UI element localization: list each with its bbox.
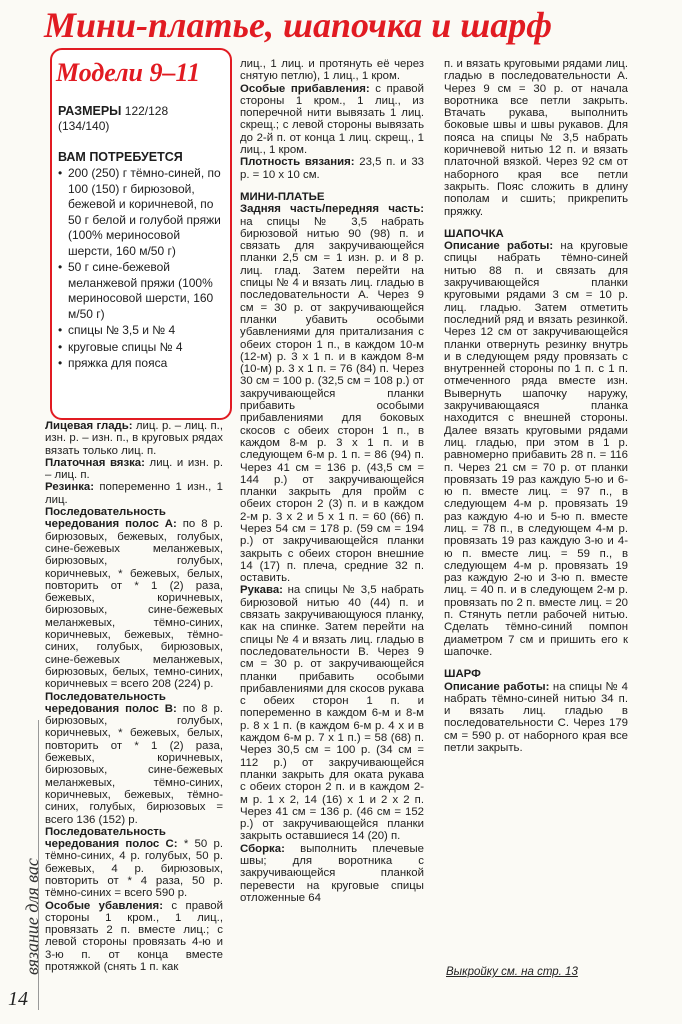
paragraph <box>45 826 223 900</box>
term: Описание работы: <box>444 240 554 253</box>
page-title: Мини-платье, шапочка и шарф <box>44 5 553 45</box>
column-1 <box>45 420 223 973</box>
term: Рукава: <box>240 584 283 597</box>
sizes-value-2: (134/140) <box>58 119 110 133</box>
sizes-value-1: 122/128 <box>124 104 169 118</box>
term: Плотность вязания: <box>240 156 355 169</box>
section-heading-scarf: ШАРФ <box>444 668 481 681</box>
materials-item: • 50 г сине-бежевой меланжевой пряжи (100% мериносовой шерсти, 160 м/50 г) <box>58 260 226 322</box>
materials-item: • спицы № 3,5 и № 4 <box>58 323 226 339</box>
text: с правой стороны 1 кром., 1 лиц., провязать 2 п. вместе лиц.; с левой стороны провязать 4-ю и 3-ю п. от конца вместе протяжкой (снять 1 п. как <box>45 899 223 974</box>
paragraph <box>240 83 424 157</box>
paragraph <box>45 506 223 690</box>
term: Лицевая гладь: <box>45 420 133 432</box>
materials-item: • круговые спицы № 4 <box>58 340 226 356</box>
column-3 <box>444 58 628 754</box>
paragraph <box>240 843 424 904</box>
section-heading-hat: ШАПОЧКА <box>444 227 504 240</box>
paragraph <box>45 457 223 482</box>
section-heading-dress: МИНИ-ПЛАТЬЕ <box>240 190 325 203</box>
text: на спицы № 4 набрать тёмно-синей нитью 34 п. и вязать лиц. гладью в последовательности С. Через 179 см = 590 р. от наборного края все петли закрыть. <box>444 680 628 755</box>
text: * 50 р. тёмно-синих, 4 р. голубых, 50 р. бежевых, 4 р. бирюзовых, повторить от * 4 раза, 50 р. тёмно-синих = всего 590 р. <box>45 838 223 900</box>
paragraph <box>45 420 223 457</box>
paragraph: п. и вязать круговыми рядами лиц. гладью в последовательности А. Через 9 см = 30 р. от начала воротника все петли закрыть. Втачать рукава, выполнить боковые швы и швы рукавов. Для пояса на спицы № 3,5 набрать коричневой нитью 12 п. и вязать платочной вязкой. Через 92 см от наборного края все петли закрыть. Пояс сложить в длину пополам и сшить; прикрепить пряжку. <box>444 58 628 218</box>
paragraph <box>240 203 424 584</box>
term: Последовательность чередования полос А: <box>45 506 177 531</box>
term: Описание работы: <box>444 680 550 693</box>
text: лиц. р. – лиц. п., изн. р. – изн. п., в круговых рядах вязать только лиц. п. <box>45 420 223 457</box>
text: на спицы № 3,5 набрать бирюзовой нитью 40 (44) п. и связать закручивающуюся планку, как на спинке. Затем перейти на спицы № 4 и вязать лиц. гладью в последовательности В. Через 9 см = 30 р. от закручивающейся планки прибавить особыми прибавлениями для скосов рукава с обеих сторон 1 п. и попеременно в каждом 6-м и 8-м р. 8 х 1 п. (в каждом 6-м р. 4 х и в каждом 6-м р. 7 х 1 п.) = 58 (68) п. Через 30,5 см = 100 р. (34 см = 112 р.) от закручивающейся планки закрыть для оката рукава с обеих сторон 2 п. и в каждом 2-м р. 1 х 2, 14 (16) х 1 и 2 х 2 п. Через 41 см = 136 р. (46 см = 152 р.) от закручивающейся планки закрыть оставшиеся 14 (20) п. <box>240 584 424 843</box>
text: с правой стороны 1 кром., 1 лиц., из поперечной нити вывязать 1 лиц. скрещ.; с левой стороны вывязать до 2-й п. от конца 1 лиц. скрещ., 1 лиц., 1 кром. <box>240 82 424 157</box>
materials-list <box>58 166 226 373</box>
text: на круговые спицы набрать тёмно-синей нитью 88 п. и связать для закручивающейся планки круговыми рядами 3 см = 10 р. лиц. гладью. Затем отметить последний ряд и вязать резинкой. Через 12 см от закручивающейся планки отвернуть резинку внутрь и в следующем ряду провязать с внутренней стороны по 1 п. с 1 п. отмеченного ряда вместе изн. Вывернуть шапочку наружу, закручивающаяся планка находится с внешней стороны. Далее вязать круговыми рядами лиц. гладью, при этом в 1 р. равномерно прибавить 28 п. = 116 п. Через 21 см = 70 р. от планки провязать 19 раз каждую 5-ю и 6-ю п. вместе лиц. = 97 п., в следующем 4-м р. провязать 19 раз каждую 4-ю и 5-ю п. вместе лиц. = 78 п., в следующем 4-м р. провязать 19 раз каждую 3-ю и 4-ю п. вместе лиц. = 59 п., в следующем 4-м р. провязать 19 раз каждую 2-ю и 3-ю п. вместе лиц. = 40 п. и в следующем 2-м р. провязать по 2 п. вместе лиц. = 20 п. Стянуть петли рабочей нитью. Сделать тёмно-синий помпон диаметром 7 см и пришить его к шапочке. <box>444 240 628 658</box>
paragraph <box>45 900 223 974</box>
term: Последовательность чередования полос С: <box>45 825 178 851</box>
term: Платочная вязка: <box>45 456 145 469</box>
term: Сборка: <box>240 842 285 855</box>
paragraph <box>45 481 223 506</box>
sizes-label: РАЗМЕРЫ <box>58 104 122 118</box>
term: Особые прибавления: <box>240 82 370 95</box>
materials-item: • 200 (250) г тёмно-синей, по 100 (150) г бирюзовой, бежевой и коричневой, по 50 г белой и голубой пряжи (100% мериносовой шерсти, 160 м/50 г) <box>58 166 226 259</box>
text: на спицы № 3,5 набрать бирюзовой нитью 90 (98) п. и связать для закручивающейся планки 2,5 см = 1 изн. р. и 8 р. лиц. глад. Затем перейти на спицы № 4 и вязать лиц. гладью в последовательности А. Через 9 см = 30 р. от закручивающейся планки убавить особыми убавлениями для притализания с обеих сторон 1 п., в каждом 10-м (12-м) р. 3 х 1 п. и в каждом 8-м (10-м) р. 3 х 1 п. = 76 (84) п. Через 30 см = 100 р. (32,5 см = 108 р.) от закручивающейся планки прибавить особыми прибавлениями для боковых скосов с обеих сторон 1 п., в каждом 8-м р. 3 х 1 п. и в следующем 6-м р. 1 п. = 86 (94) п. Через 41 см = 136 р. (43,5 см = 144 р.) от закручивающейся планки закрыть для пройм с обеих сторон 2 (3) п. и в каждом 2-м р. 3 х 2 и 5 х 1 п. = 60 (66) п. Через 54 см = 178 р. (59 см = 194 р.) от закручивающейся планки закрыть с обеих сторон внешние 14 (17) п. плеча, средние 32 п. оставить. <box>240 215 424 585</box>
text: попеременно 1 изн., 1 лиц. <box>45 481 223 506</box>
text: по 8 р. бирюзовых, бежевых, голубых, сине-бежевых меланжевых, бирюзовых, голубых, коричневых, * бежевых, белых, повторить от * 1 (2) раза, бежевых, коричневых, бирюзовых, сине-бежевых меланжевых, тёмно-синих, коричневых, бежевых, тёмно-синих, голубых, бирюзовых, сине-бежевых меланжевых, бирюзовых, белых, темно-синих, коричневых = всего 208 (224) р. <box>45 518 223 691</box>
paragraph: лиц., 1 лиц. и протянуть её через снятую петлю), 1 лиц., 1 кром. <box>240 58 424 83</box>
text: выполнить плечевые швы; для воротника с закручивающейся планкой перевести на круговые спицы отложенные 64 <box>240 842 424 904</box>
magazine-name: вязание для вас <box>22 858 42 975</box>
materials-item: • пряжка для пояса <box>58 356 226 372</box>
column-2 <box>240 58 424 904</box>
paragraph <box>240 156 424 181</box>
term: Последовательность чередования полос В: <box>45 690 177 715</box>
term: Особые убавления: <box>45 899 163 912</box>
term: Резинка: <box>45 481 95 494</box>
materials-heading: ВАМ ПОТРЕБУЕТСЯ <box>58 150 183 164</box>
text: лиц. и изн. р. – лиц. п. <box>45 456 223 482</box>
text: 23,5 п. и 33 р. = 10 х 10 см. <box>240 156 424 181</box>
paragraph <box>45 691 223 826</box>
pattern-reference: Выкройку см. на стр. 13 <box>446 966 578 978</box>
paragraph <box>444 681 628 755</box>
paragraph <box>240 584 424 842</box>
text: по 8 р. бирюзовых, голубых, коричневых, * бежевых, белых, повторить от * 1 (2) раза, бежевых, коричневых, бирюзовых, сине-бежевых меланжевых, тёмно-синих, коричневых, бежевых, тёмно-синих, голубых, бирюзовых = всего 136 (152) р. <box>45 702 223 826</box>
models-heading: Модели 9–11 <box>56 58 201 87</box>
sizes-block <box>58 104 224 134</box>
page-number: 14 <box>8 988 28 1010</box>
term: Задняя часть/передняя часть: <box>240 203 424 216</box>
paragraph <box>444 240 628 658</box>
